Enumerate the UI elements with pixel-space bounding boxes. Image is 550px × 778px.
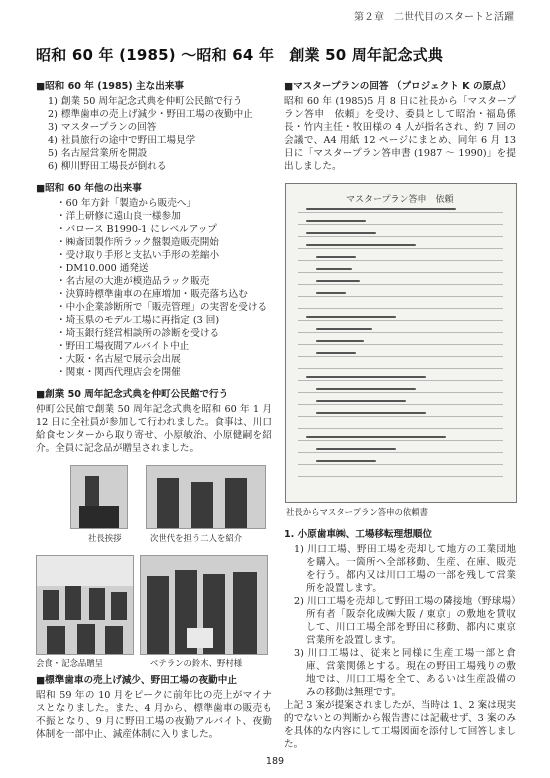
list-item: 5) 名古屋営業所を開設 (48, 148, 148, 159)
photo-caption: 次世代を担う二人を紹介 (150, 533, 243, 543)
banquet-photo (36, 555, 134, 655)
list-item: 4) 社員旅行の途中で野田工場見学 (48, 135, 196, 146)
page-number: 189 (265, 756, 285, 767)
list-item: ・受け取り手形と支払い手形の差縮小 (56, 250, 220, 261)
list-item: 1) 創業 50 周年記念式典を仲町公民館で行う (48, 96, 243, 107)
list-item: ・野田工場夜間アルバイト中止 (56, 341, 190, 352)
events-other-list (36, 197, 272, 379)
list-item: 1) 川口工場、野田工場を売却して地方の工業団地を購入。一箇所へ全部移動、生産、在庫、販売を行う。都内又は川口工場の一部を残して営業所を設置します。 (294, 544, 516, 594)
list-item: ・名古屋の大進が模造品ラック販売 (56, 276, 210, 287)
list-item: 6) 柳川野田工場長が倒れる (48, 161, 167, 172)
photo-caption: 会食・記念品贈呈 (36, 658, 103, 668)
ceremony-heading: ■創業 50 周年記念式典を仲町公民館で行う (36, 389, 229, 400)
list-item: 3) 川口工場は、従来と同様に生産工場一部と倉庫、営業関係とする。現在の野田工場残りの敷地では、川口工場を全て、あるいは生産設備のみの移動は無理です。 (294, 648, 516, 698)
list-item: ・関東・関西代理店会を開催 (56, 367, 181, 378)
chapter-header: 第２章 二世代目のスタートと活躍 (354, 12, 514, 23)
list-item: ・バロース B1990-1 にレベルアップ (56, 224, 217, 235)
list-item: ・60 年方針「製造から販売へ」 (56, 198, 196, 209)
list-item: ・洋上研修に遠山良一様参加 (56, 211, 181, 222)
list-item: 3) マスタープランの回答 (48, 122, 157, 133)
sales-section (36, 672, 272, 741)
relocation-closing: 上記 3 案が提案されましたが、当時は 1、2 案は現実的でないとの判断から報告書には記載せず、3 案のみを具体的な内容にして工場図面を添付して回答しました。 (284, 700, 516, 750)
veterans-photo (140, 555, 268, 655)
list-item: ・DM10.000 通発送 (56, 263, 149, 274)
list-item: ・大阪・名古屋で展示会出展 (56, 354, 181, 365)
relocation-list (284, 543, 516, 699)
relocation-heading: 1. 小原歯車㈱、工場移転理想順位 (284, 529, 432, 540)
list-item: ・中小企業診断所で「販売管理」の実習を受ける (56, 302, 268, 313)
request-document-image (285, 183, 517, 503)
list-item: ・埼玉県のモデル工場に再指定 (3 回) (56, 315, 220, 326)
relocation-section (284, 526, 516, 751)
speech-photo (70, 465, 128, 529)
masterplan-heading: ■マスタープランの回答 （プロジェクト K の原点） (284, 81, 512, 92)
right-column (284, 78, 516, 173)
masterplan-text: 昭和 60 年 (1985)5 月 8 日に社長から「マスタープラン答申 依頼」を受け、委員として昭治・福島係長・竹内主任・牧田様の 4 人が指名され、約 7 回の会議で、A4 用紙 12 ページにまとめ、同年 6 月 13 日に「マスタープラン答申書 (1987 〜 1990)」を提出しました。 (284, 96, 516, 172)
document-title: マスタープラン答申 依頼 (346, 195, 454, 205)
ceremony-text: 仲町公民館で創業 50 周年記念式典を昭和 60 年 1 月 12 日に全社員が参加して行われました。食事は、川口給食センターから取り寄せ、小原敏治、小原健嗣を紹介。全員に記念品が贈呈されました。 (36, 404, 272, 454)
events-other-heading: ■昭和 60 年他の出来事 (36, 183, 142, 194)
document-caption: 社長からマスタープラン答申の依頼書 (286, 507, 428, 517)
list-item: ・決算時標準歯車の在庫増加・販売落ち込む (56, 289, 248, 300)
left-column (36, 78, 272, 455)
sales-heading: ■標準歯車の売上げ減少、野田工場の夜勤中止 (36, 675, 237, 686)
list-item: ・埼玉銀行経営相談所の診断を受ける (56, 328, 220, 339)
introduction-photo (146, 465, 266, 529)
photo-caption: ベテランの鈴木、野村様 (150, 658, 243, 668)
events-1985-heading: ■昭和 60 年 (1985) 主な出来事 (36, 81, 184, 92)
photo-caption: 社長挨拶 (88, 533, 122, 543)
page-title: 昭和 60 年 (1985) 〜昭和 64 年 創業 50 周年記念式典 (36, 46, 444, 64)
list-item: 2) 標準歯車の売上げ減少・野田工場の夜勤中止 (48, 109, 253, 120)
sales-text: 昭和 59 年の 10 月をピークに前年比の売上がマイナスとなりました。また、4 月から、標準歯車の販売も不振となり、9 月に野田工場の夜勤アルバイト、夜勤体制を一部中止、減産体制に入りました。 (36, 690, 272, 740)
events-1985-list (36, 95, 272, 173)
list-item: ・㈱斎団製作所ラック盤製造販売開始 (56, 237, 219, 248)
list-item: 2) 川口工場を売却して野田工場の隣接地（野球場）所有者「阪奈化成㈱大阪 / 東京」の敷地を賃収して、川口工場全部を野田に移動、都内に東京営業所を設置します。 (294, 596, 516, 646)
